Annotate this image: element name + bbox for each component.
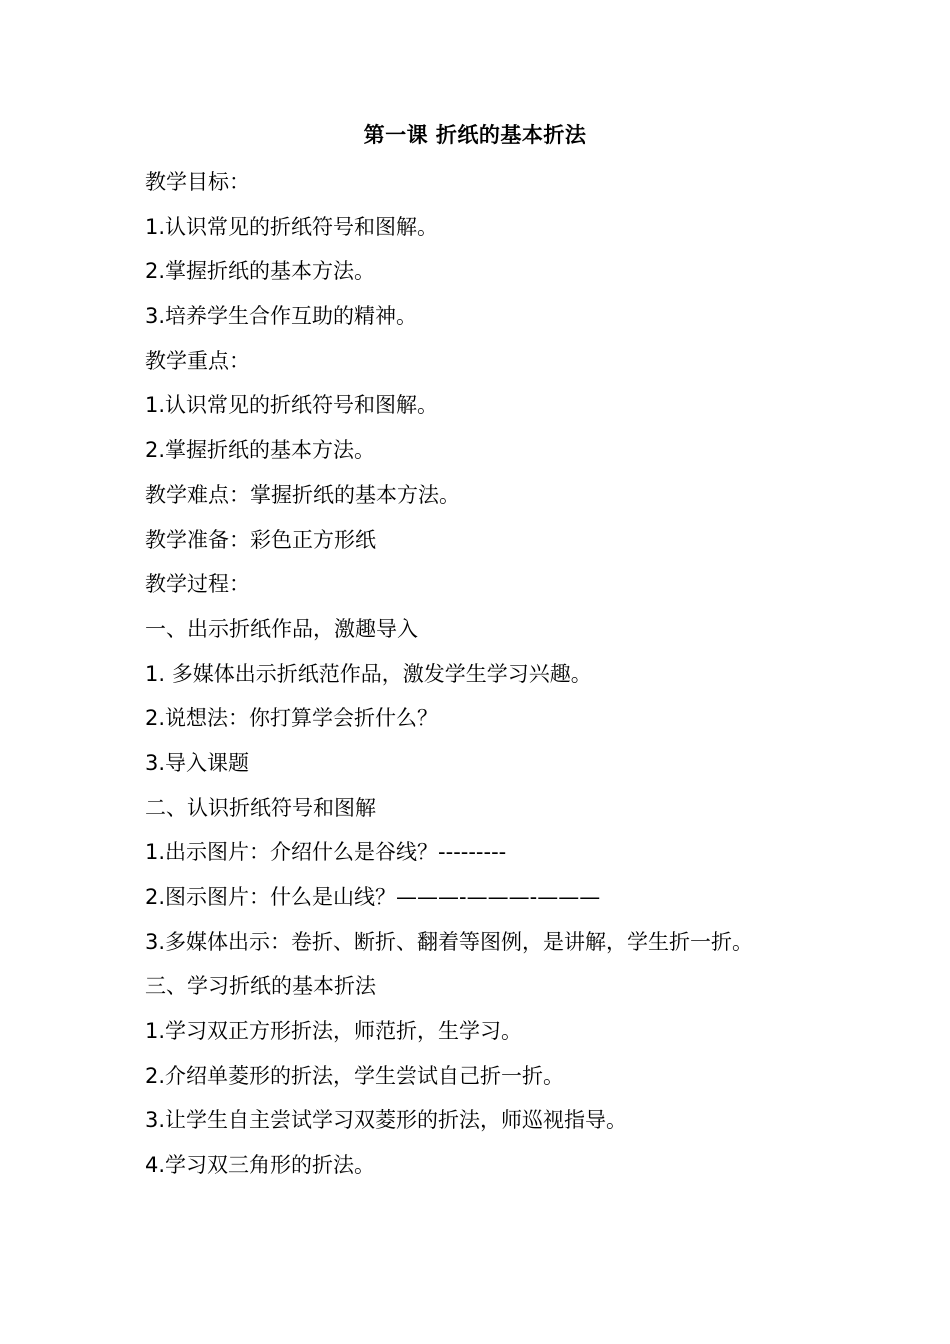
text-line: 2.说想法：你打算学会折什么？: [145, 706, 439, 731]
text-line: 1.认识常见的折纸符号和图解。: [145, 214, 439, 239]
section-heading-3: 三、学习折纸的基本折法: [145, 974, 376, 999]
document-title: 第一课 折纸的基本折法: [363, 123, 587, 147]
section-heading-2: 二、认识折纸符号和图解: [145, 795, 376, 820]
text-line: 3.让学生自主尝试学习双菱形的折法，师巡视指导。: [145, 1108, 628, 1133]
text-line: 1.学习双正方形折法，师范折，生学习。: [145, 1019, 523, 1044]
text-line: 2.掌握折纸的基本方法。: [145, 259, 376, 284]
text-line: 1.认识常见的折纸符号和图解。: [145, 393, 439, 418]
text-line: 2.介绍单菱形的折法，学生尝试自己折一折。: [145, 1063, 565, 1088]
text-line: 2.图示图片：什么是山线？———-———-———: [145, 885, 601, 909]
text-line-preparation: 教学准备：彩色正方形纸: [145, 527, 376, 552]
text-line: 3.多媒体出示：卷折、断折、翻着等图例，是讲解，学生折一折。: [145, 929, 754, 954]
text-line-process-heading: 教学过程：: [145, 572, 250, 597]
text-line-objectives-heading: 教学目标：: [145, 170, 250, 194]
text-line: 1.出示图片：介绍什么是谷线？---------: [145, 840, 507, 865]
text-line: 4.学习双三角形的折法。: [145, 1153, 376, 1178]
text-line: 3.导入课题: [145, 750, 250, 775]
text-line-key-points-heading: 教学重点：: [145, 348, 250, 373]
text-line: 1. 多媒体出示折纸范作品，激发学生学习兴趣。: [145, 661, 592, 686]
section-heading-1: 一、出示折纸作品，激趣导入: [145, 616, 418, 641]
text-line: 2.掌握折纸的基本方法。: [145, 438, 376, 463]
document-body: [145, 160, 905, 1188]
text-line-difficulty: 教学难点：掌握折纸的基本方法。: [145, 482, 460, 507]
text-line: 3.培养学生合作互助的精神。: [145, 304, 418, 329]
